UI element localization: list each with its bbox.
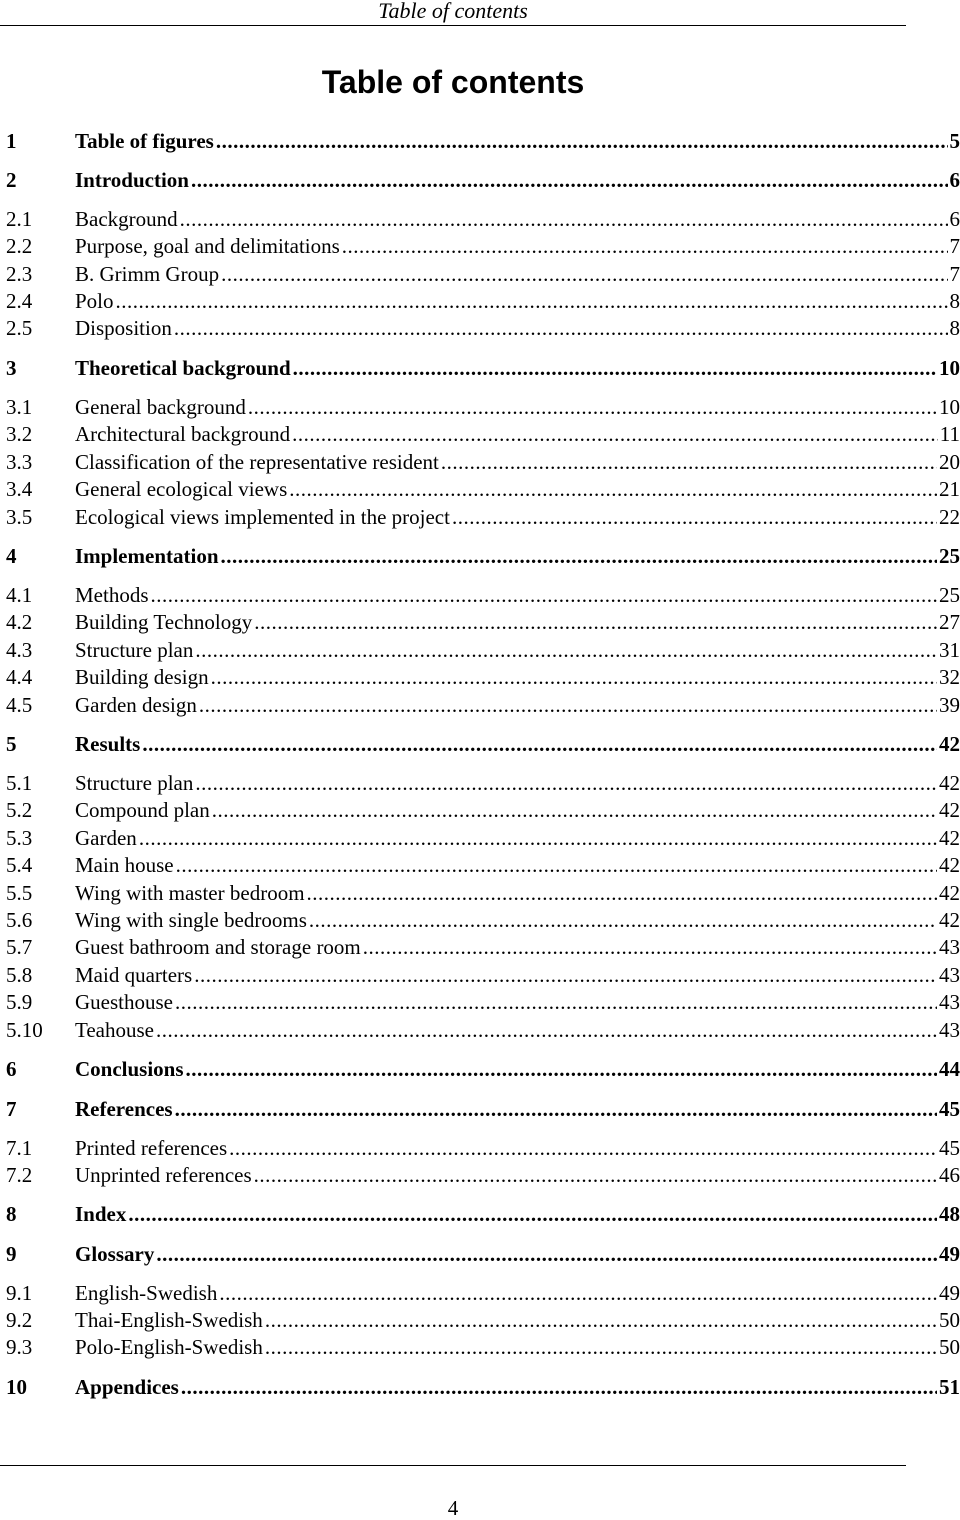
- toc-entry-number: 5.1: [6, 771, 33, 795]
- toc-entry-number: 2.3: [6, 262, 33, 286]
- toc-dot-leader: [186, 1056, 937, 1082]
- toc-entry[interactable]: [6, 206, 960, 232]
- toc-entry[interactable]: [6, 852, 960, 878]
- toc-entry[interactable]: [6, 825, 960, 851]
- toc-entry-title: Compound plan: [75, 798, 210, 822]
- toc-dot-leader: [265, 1334, 937, 1360]
- toc-entry-page: 20: [939, 450, 960, 474]
- toc-entry[interactable]: [6, 582, 960, 608]
- toc-dot-leader: [219, 1280, 937, 1306]
- toc-entry-number: 9.3: [6, 1335, 33, 1359]
- toc-entry[interactable]: [6, 692, 960, 718]
- toc-entry[interactable]: [6, 731, 960, 757]
- toc-entry-title: Teahouse: [75, 1018, 154, 1042]
- toc-entry-title: Building Technology: [75, 610, 253, 634]
- toc-entry-page: 49: [939, 1281, 960, 1305]
- toc-entry-title: English-Swedish: [75, 1281, 218, 1305]
- toc-entry-page: 11: [939, 422, 960, 446]
- toc-entry-page: 32: [939, 665, 960, 689]
- toc-entry[interactable]: [6, 315, 960, 341]
- toc-entry-number: 2.5: [6, 316, 33, 340]
- toc-dot-leader: [199, 692, 937, 718]
- toc-entry-page: 6: [949, 168, 960, 192]
- toc-entry[interactable]: [6, 1280, 960, 1306]
- toc-entry-number: 5.10: [6, 1018, 43, 1042]
- toc-entry[interactable]: [6, 609, 960, 635]
- toc-entry-title: B. Grimm Group: [75, 262, 220, 286]
- toc-entry-number: 5.4: [6, 853, 33, 877]
- toc-entry[interactable]: [6, 355, 960, 381]
- toc-entry[interactable]: [6, 1374, 960, 1400]
- toc-entry[interactable]: [6, 1056, 960, 1082]
- toc-entry[interactable]: [6, 989, 960, 1015]
- toc-dot-leader: [293, 355, 937, 381]
- toc-dot-leader: [289, 476, 937, 502]
- toc-entry-page: 7: [949, 262, 960, 286]
- toc-entry[interactable]: [6, 449, 960, 475]
- toc-entry-page: 43: [939, 1018, 960, 1042]
- toc-entry[interactable]: [6, 128, 960, 154]
- toc-entry-number: 9.1: [6, 1281, 33, 1305]
- toc-entry[interactable]: [6, 288, 960, 314]
- toc-entry-number: 4.3: [6, 638, 33, 662]
- toc-entry-number: 5.7: [6, 935, 33, 959]
- toc-entry-title: Conclusions: [75, 1057, 184, 1081]
- toc-entry-number: 1: [6, 129, 17, 153]
- toc-dot-leader: [174, 315, 948, 341]
- toc-dot-leader: [176, 852, 937, 878]
- toc-dot-leader: [175, 989, 937, 1015]
- toc-entry-number: 9.2: [6, 1308, 33, 1332]
- toc-entry[interactable]: [6, 1241, 960, 1267]
- toc-entry-page: 42: [939, 798, 960, 822]
- page-number: 4: [447, 1496, 459, 1520]
- toc-entry-title: Maid quarters: [75, 963, 193, 987]
- toc-entry-number: 9: [6, 1242, 17, 1266]
- toc-entry-number: 4.1: [6, 583, 33, 607]
- toc-entry-page: 50: [939, 1308, 960, 1332]
- toc-entry[interactable]: [6, 1162, 960, 1188]
- toc-entry-title: Disposition: [75, 316, 172, 340]
- toc-entry-title: Building design: [75, 665, 209, 689]
- running-header: Table of contents: [0, 0, 906, 26]
- toc-entry-page: 45: [939, 1097, 960, 1121]
- toc-entry-number: 3.1: [6, 395, 33, 419]
- toc-entry-number: 3.4: [6, 477, 33, 501]
- toc-dot-leader: [175, 1096, 937, 1122]
- toc-entry-page: 10: [939, 395, 960, 419]
- toc-dot-leader: [342, 233, 948, 259]
- toc-entry[interactable]: [6, 962, 960, 988]
- toc-entry[interactable]: [6, 504, 960, 530]
- toc-entry-title: Garden: [75, 826, 137, 850]
- toc-entry-page: 42: [939, 853, 960, 877]
- toc-entry-title: Polo: [75, 289, 114, 313]
- toc-dot-leader: [156, 1241, 937, 1267]
- toc-entry[interactable]: [6, 880, 960, 906]
- toc-entry-number: 3.5: [6, 505, 33, 529]
- toc-entry-title: Index: [75, 1202, 127, 1226]
- toc-dot-leader: [195, 637, 937, 663]
- toc-dot-leader: [292, 421, 938, 447]
- toc-entry-title: Purpose, goal and delimitations: [75, 234, 340, 258]
- toc-entry[interactable]: [6, 261, 960, 287]
- toc-entry-number: 4.2: [6, 610, 33, 634]
- toc-entry[interactable]: [6, 476, 960, 502]
- toc-entry-title: Classification of the representative resident: [75, 450, 439, 474]
- toc-dot-leader: [229, 1135, 937, 1161]
- toc-entry-number: 5.3: [6, 826, 33, 850]
- toc-entry[interactable]: [6, 233, 960, 259]
- toc-entry-number: 5.5: [6, 881, 33, 905]
- toc-entry-page: 49: [939, 1242, 960, 1266]
- toc-entry-page: 6: [949, 207, 960, 231]
- toc-entry-page: 42: [939, 771, 960, 795]
- toc-entry-number: 5: [6, 732, 17, 756]
- toc-entry-title: Architectural background: [75, 422, 291, 446]
- toc-dot-leader: [191, 167, 948, 193]
- toc-entry-number: 2.2: [6, 234, 33, 258]
- toc-entry[interactable]: [6, 394, 960, 420]
- toc-entry-number: 4.4: [6, 665, 33, 689]
- toc-entry-title: Background: [75, 207, 178, 231]
- toc-entry-page: 43: [939, 963, 960, 987]
- toc-entry-page: 8: [949, 316, 960, 340]
- toc-entry[interactable]: [6, 770, 960, 796]
- toc-entry-page: 27: [939, 610, 960, 634]
- toc-entry-title: Introduction: [75, 168, 189, 192]
- toc-entry-page: 45: [939, 1136, 960, 1160]
- toc-entry-title: Appendices: [75, 1375, 179, 1399]
- toc-entry-page: 51: [939, 1375, 960, 1399]
- toc-entry[interactable]: [6, 421, 960, 447]
- toc-dot-leader: [139, 825, 937, 851]
- toc-entry-number: 7.2: [6, 1163, 33, 1187]
- toc-dot-leader: [441, 449, 937, 475]
- toc-entry-number: 5.8: [6, 963, 33, 987]
- toc-entry-page: 42: [939, 908, 960, 932]
- toc-entry[interactable]: [6, 167, 960, 193]
- toc-dot-leader: [151, 582, 938, 608]
- toc-entry-title: Guesthouse: [75, 990, 173, 1014]
- toc-dot-leader: [142, 731, 937, 757]
- toc-entry-page: 42: [939, 732, 960, 756]
- toc-dot-leader: [195, 770, 937, 796]
- toc-dot-leader: [211, 664, 937, 690]
- toc-entry-page: 25: [939, 544, 960, 568]
- toc-entry-title: General background: [75, 395, 246, 419]
- toc-dot-leader: [128, 1201, 937, 1227]
- toc-entry-title: Theoretical background: [75, 356, 291, 380]
- toc-dot-leader: [254, 1162, 937, 1188]
- toc-entry-title: Polo-English-Swedish: [75, 1335, 263, 1359]
- toc-dot-leader: [180, 206, 948, 232]
- toc-dot-leader: [221, 261, 947, 287]
- toc-entry[interactable]: [6, 1201, 960, 1227]
- toc-entry-title: Glossary: [75, 1242, 155, 1266]
- toc-entry-title: References: [75, 1097, 173, 1121]
- toc-dot-leader: [307, 880, 937, 906]
- toc-entry[interactable]: [6, 664, 960, 690]
- toc-entry-title: Guest bathroom and storage room: [75, 935, 361, 959]
- toc-dot-leader: [221, 543, 938, 569]
- toc-entry-number: 2.1: [6, 207, 33, 231]
- toc-entry[interactable]: [6, 1017, 960, 1043]
- toc-entry-number: 4.5: [6, 693, 33, 717]
- toc-entry-number: 7: [6, 1097, 17, 1121]
- toc-dot-leader: [181, 1374, 937, 1400]
- toc-entry[interactable]: [6, 637, 960, 663]
- toc-entry[interactable]: [6, 1307, 960, 1333]
- toc-entry[interactable]: [6, 543, 960, 569]
- toc-entry[interactable]: [6, 1135, 960, 1161]
- toc-dot-leader: [254, 609, 937, 635]
- toc-entry-title: Unprinted references: [75, 1163, 252, 1187]
- toc-entry-title: Structure plan: [75, 638, 194, 662]
- toc-entry[interactable]: [6, 1096, 960, 1122]
- toc-entry-title: Printed references: [75, 1136, 228, 1160]
- toc-entry-page: 44: [939, 1057, 960, 1081]
- toc-entry-page: 21: [939, 477, 960, 501]
- toc-entry-number: 6: [6, 1057, 17, 1081]
- toc-entry-title: Garden design: [75, 693, 197, 717]
- toc-dot-leader: [265, 1307, 937, 1333]
- toc-entry-number: 3.2: [6, 422, 33, 446]
- toc-entry-number: 10: [6, 1375, 27, 1399]
- toc-entry-number: 7.1: [6, 1136, 33, 1160]
- footer-divider: [0, 1465, 906, 1466]
- toc-entry-number: 3: [6, 356, 17, 380]
- toc-dot-leader: [452, 504, 937, 530]
- toc-dot-leader: [309, 907, 937, 933]
- toc-entry-page: 7: [949, 234, 960, 258]
- toc-entry-title: Wing with master bedroom: [75, 881, 305, 905]
- toc-entry-page: 50: [939, 1335, 960, 1359]
- toc-entry[interactable]: [6, 1334, 960, 1360]
- toc-entry-page: 42: [939, 881, 960, 905]
- toc-entry-page: 31: [939, 638, 960, 662]
- toc-entry-page: 5: [949, 129, 960, 153]
- toc-entry-title: Main house: [75, 853, 174, 877]
- toc-entry-page: 46: [939, 1163, 960, 1187]
- toc-entry-page: 48: [939, 1202, 960, 1226]
- toc-entry-number: 2: [6, 168, 17, 192]
- toc-entry-title: Results: [75, 732, 141, 756]
- toc-entry-number: 3.3: [6, 450, 33, 474]
- toc-dot-leader: [363, 934, 937, 960]
- toc-entry-number: 5.6: [6, 908, 33, 932]
- toc-entry-page: 42: [939, 826, 960, 850]
- toc-entry[interactable]: [6, 797, 960, 823]
- toc-entry-title: Structure plan: [75, 771, 194, 795]
- toc-dot-leader: [156, 1017, 937, 1043]
- toc-entry[interactable]: [6, 907, 960, 933]
- toc-entry-page: 43: [939, 990, 960, 1014]
- toc-entry-number: 2.4: [6, 289, 33, 313]
- toc-entry-title: Implementation: [75, 544, 219, 568]
- toc-entry-title: Table of figures: [75, 129, 214, 153]
- toc-entry-page: 43: [939, 935, 960, 959]
- page-title: Table of contents: [321, 64, 585, 100]
- toc-dot-leader: [194, 962, 937, 988]
- toc-dot-leader: [116, 288, 948, 314]
- toc-entry-page: 25: [939, 583, 960, 607]
- toc-entry-title: Thai-English-Swedish: [75, 1308, 263, 1332]
- toc-entry[interactable]: [6, 934, 960, 960]
- toc-entry-page: 22: [939, 505, 960, 529]
- toc-dot-leader: [212, 797, 937, 823]
- toc-entry-title: Wing with single bedrooms: [75, 908, 307, 932]
- toc-entry-number: 5.2: [6, 798, 33, 822]
- toc-entry-number: 4: [6, 544, 17, 568]
- toc-dot-leader: [216, 128, 948, 154]
- toc-entry-page: 8: [949, 289, 960, 313]
- toc-entry-title: Methods: [75, 583, 149, 607]
- toc-entry-page: 10: [939, 356, 960, 380]
- toc-entry-number: 8: [6, 1202, 17, 1226]
- toc-entry-number: 5.9: [6, 990, 33, 1014]
- toc-entry-title: Ecological views implemented in the project: [75, 505, 450, 529]
- toc-dot-leader: [248, 394, 937, 420]
- toc-entry-page: 39: [939, 693, 960, 717]
- toc-entry-title: General ecological views: [75, 477, 288, 501]
